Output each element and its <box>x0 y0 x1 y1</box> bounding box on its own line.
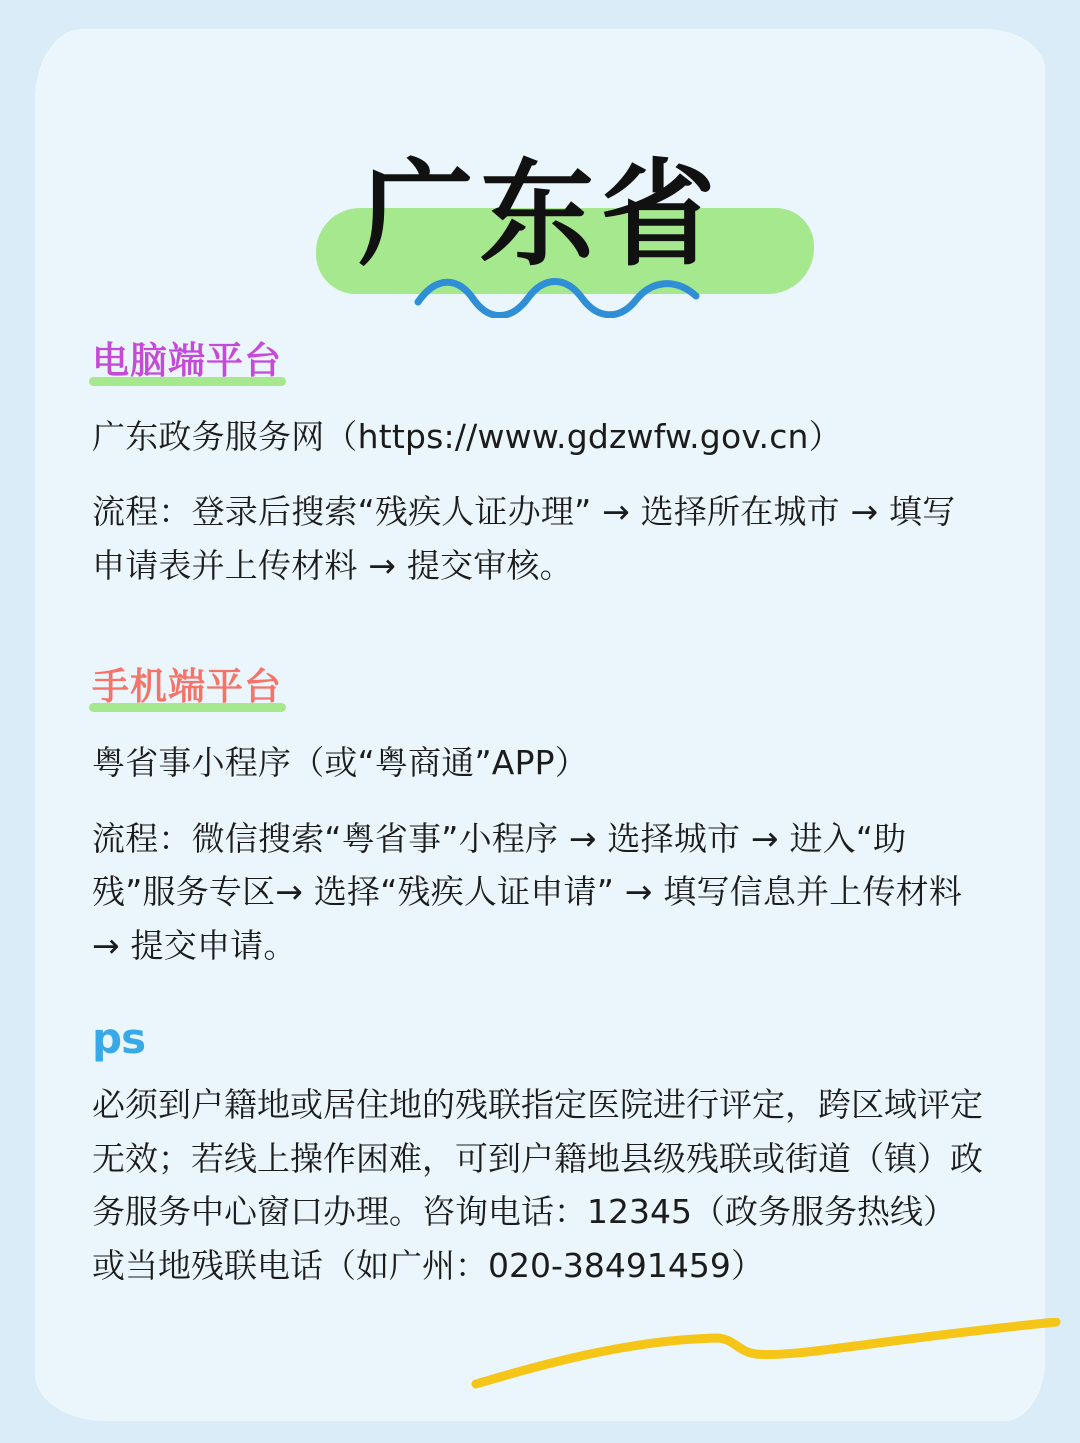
spacer <box>84 592 996 656</box>
section-ps <box>84 1014 996 1292</box>
bottom-squiggle-icon <box>466 1318 1066 1398</box>
section-computer-platform <box>84 330 996 592</box>
mobile-platform-steps: 流程：微信搜索“粤省事”小程序 → 选择城市 → 进入“助残”服务专区→ 选择“残疾人证申请” → 填写信息并上传材料 → 提交申请。 <box>92 818 963 965</box>
ps-label: ps <box>92 1014 146 1064</box>
title-block <box>84 100 996 330</box>
computer-platform-url: 广东政务服务网（https://www.gdzwfw.gov.cn） <box>92 417 842 456</box>
section-mobile-platform <box>84 656 996 972</box>
note-card <box>36 30 1044 1420</box>
computer-platform-steps: 流程：登录后搜索“残疾人证办理” → 选择所在城市 → 填写申请表并上传材料 → 提交审核。 <box>92 492 956 585</box>
ps-text: 必须到户籍地或居住地的残联指定医院进行评定，跨区域评定无效；若线上操作困难，可到户籍地县级残联或街道（镇）政务服务中心窗口办理。咨询电话：12345（政务服务热线）或当地残联电话（如广州：020-38491459） <box>92 1085 983 1285</box>
section-heading-mobile <box>92 656 282 710</box>
note-card-content <box>36 30 1044 1420</box>
section-heading-mobile-label: 手机端平台 <box>92 665 282 709</box>
page-title: 广东省 <box>358 148 722 282</box>
section-heading-computer-label: 电脑端平台 <box>92 339 282 382</box>
spacer <box>84 972 996 1018</box>
mobile-platform-app: 粤省事小程序（或“粤商通”APP） <box>92 743 588 783</box>
section-heading-computer <box>92 330 282 384</box>
